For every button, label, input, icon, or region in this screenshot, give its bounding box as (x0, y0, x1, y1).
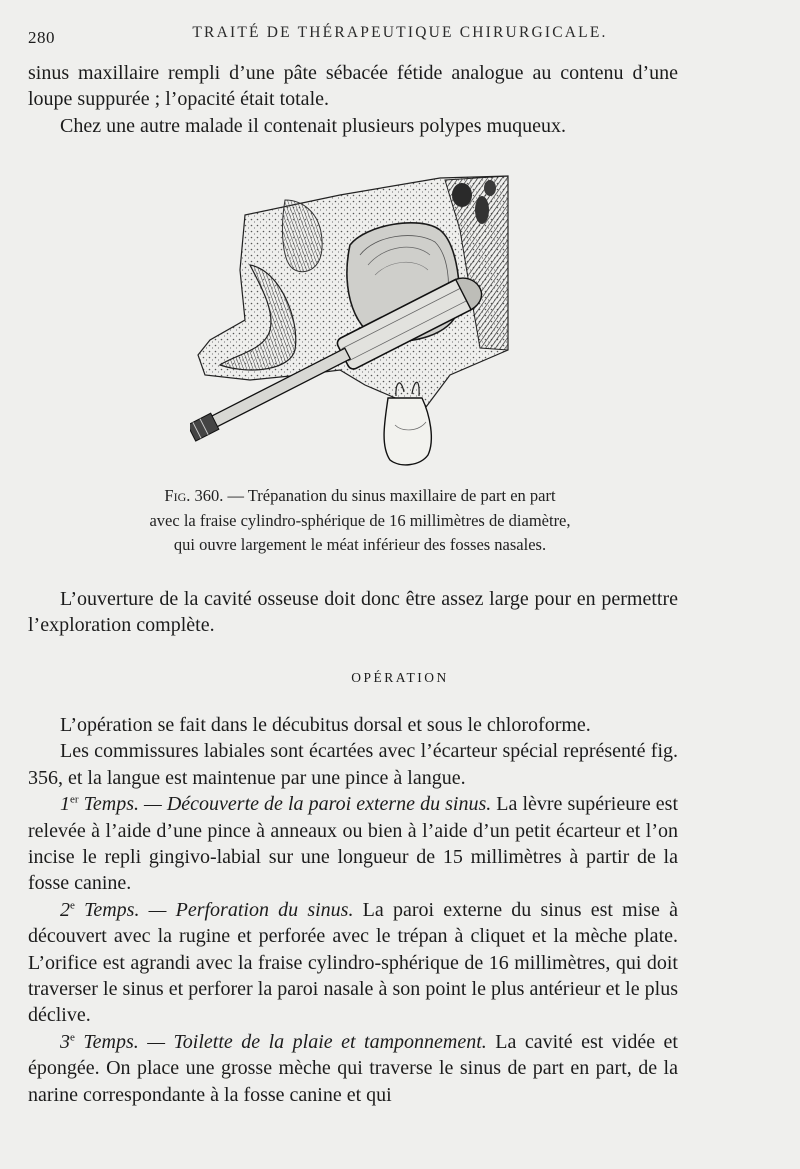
step-1-title: — Découverte de la paroi externe du sinus. (138, 793, 492, 816)
step-3-number: 3 (60, 1030, 70, 1053)
step-1-text: La lèvre supérieure est relevée à l’aide d’une pince à anneaux ou bien à l’aide d’un petit écarteur et l’on incise le repli gingivo-labial sur une longueur de 15 millimètres à partir de la fosse canine. (28, 793, 679, 895)
page-number: 280 (28, 28, 55, 47)
step-1-suffix: er (70, 793, 79, 806)
paragraph-operation-1: L’opération se fait dans le décubitus dorsal et sous le chloroforme. (60, 714, 591, 736)
step-2-number: 2 (60, 898, 70, 921)
opening-paragraph-block (28, 586, 678, 639)
page-header (28, 24, 772, 50)
step-2-suffix: e (70, 899, 75, 912)
caption-text-1: — Trépanation du sinus maxillaire de part en part (223, 486, 556, 505)
paragraph-continuation: sinus maxillaire rempli d’une pâte sébacée fétide analogue au contenu d’une loupe suppurée ; l’opacité était totale. (28, 62, 678, 111)
paragraph-polypes: Chez une autre malade il contenait plusieurs polypes muqueux. (60, 114, 566, 137)
step-3-suffix: e (70, 1031, 75, 1044)
step-3-temps: Temps. (83, 1030, 139, 1053)
step-1-temps: Temps. (83, 793, 139, 816)
step-2-temps: Temps. (84, 898, 140, 921)
step-1 (28, 791, 678, 897)
sinus-trephination-illustration (190, 170, 520, 470)
step-2-title: — Perforation du sinus. (139, 898, 354, 921)
step-1-number: 1 (60, 793, 70, 816)
top-text (28, 60, 678, 139)
paragraph-ouverture: L’ouverture de la cavité osseuse doit donc être assez large pour en permettre l’exploration complète. (28, 588, 678, 637)
caption-line-3: qui ouvre largement le méat inférieur des fosses nasales. (173, 535, 547, 554)
section-heading: OPÉRATION (351, 670, 449, 685)
operation-text (28, 712, 678, 1108)
step-2-text: La paroi externe du sinus est mise à découvert avec la rugine et perforée avec le trépan à cliquet et la mèche plate. L’orifice est agrandi avec la fraise cylindro-sphérique de 16 millimètres, qui doit traverser le sinus et perforer la paroi nasale à son point le plus antérieur et le plus déclive. (28, 898, 678, 1027)
caption-line-1 (60, 484, 660, 509)
figure-caption (60, 484, 660, 558)
step-3-text: La cavité est vidée et épongée. On place une grosse mèche qui traverse le sinus de part en part, de la narine correspondante à la fosse canine et qui (28, 1030, 678, 1106)
step-2 (28, 897, 678, 1029)
paragraph-operation-2: Les commissures labiales sont écartées avec l’écarteur spécial représenté fig. 356, et la langue est maintenue par une pince à langue. (28, 740, 678, 789)
step-3 (28, 1029, 678, 1108)
step-3-title: — Toilette de la plaie et tamponnement. (138, 1030, 487, 1053)
running-title: TRAITÉ DE THÉRAPEUTIQUE CHIRURGICALE. (192, 24, 608, 41)
caption-line-2: avec la fraise cylindro-sphérique de 16 millimètres de diamètre, (149, 510, 571, 530)
figure-label: Fig. 360. (164, 486, 224, 505)
